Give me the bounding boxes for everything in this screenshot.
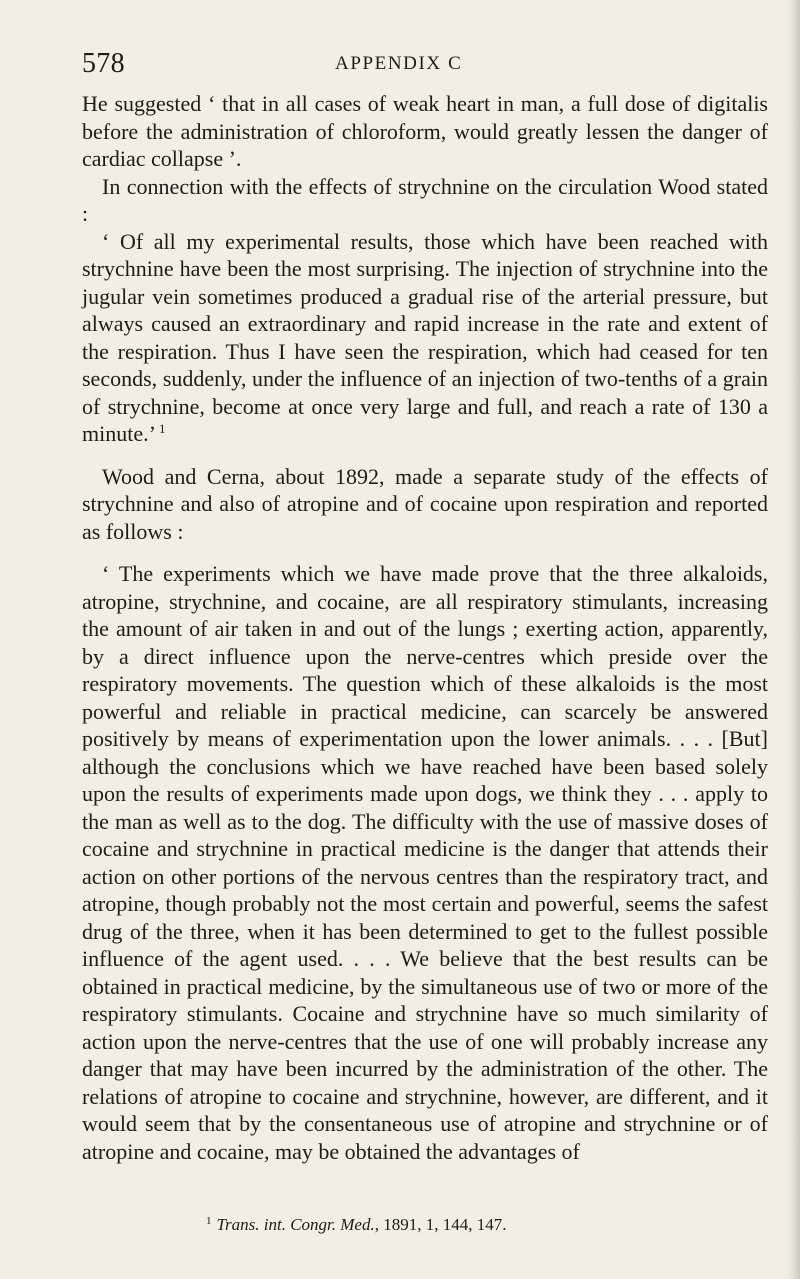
quote-wood-cerna: ‘ The experiments which we have made prove that the three alkaloids, atropine, strychnine, and cocaine, are all respiratory stimulants, increasing the amount of air taken in and out of the lungs ; exerting action, apparently, by a direct influence upon the nerve-centres which preside over the respiratory movements. The question which of these alkaloids is the most powerful and reliable in practical medicine, can scarcely be answered positively by means of experimentation upon the lower animals. . . . [But] although the conclusions which we have reached have been based solely upon the results of experiments made upon dogs, we think they . . . apply to the man as well as to the dog. The difficulty with the use of massive doses of cocaine and strychnine in practical medicine is the danger that attends their action on other portions of the nervous centres than the respiratory tract, and atropine, though probably not the most certain and powerful, seems the safest drug of the three, when it has been determined to get to the fullest possible influence of the agent used. . . . We believe that the best results can be obtained in practical medicine, by the simultaneous use of two or more of the respiratory stimulants. Cocaine and strychnine have so much similarity of action upon the nerve-centres that the use of one will probably increase any danger that may have been incurred by the administration of the other. The relations of atropine to cocaine and strychnine, however, are different, and it would seem that by the consentaneous use of atropine and strychnine or of atropine and cocaine, may be obtained the advantages of: [82, 561, 768, 1164]
body-text: [82, 90, 768, 1165]
paragraph-1: He suggested ‘ that in all cases of weak heart in man, a full dose of digitalis before the administration of chloroform, would greatly lessen the danger of cardiac collapse ’.: [82, 91, 768, 171]
footnote: [206, 1213, 686, 1237]
paragraph-4: Wood and Cerna, about 1892, made a separate study of the effects of strychnine and also of atropine and of cocaine upon respiration and reported as follows :: [82, 463, 768, 544]
footnote-source: Trans. int. Congr. Med.: [216, 1215, 375, 1234]
footnote-reference: 1: [158, 421, 166, 436]
quote-wood: [82, 228, 768, 448]
page-number: 578: [82, 48, 125, 79]
footnote-marker: 1: [206, 1215, 212, 1227]
page-edge-shadow: [788, 0, 800, 1279]
page-header: [82, 44, 682, 84]
quote-wood-text: ‘ Of all my experimental results, those which have been reached with strychnine have been the most surprising. The injection of strychnine into the jugular vein sometimes produced a gradual rise of the arterial pressure, but always caused an extraordinary and rapid increase in the rate and extent of the respiration. Thus I have seen the respiration, which had ceased for ten seconds, suddenly, under the influence of an injection of two-tenths of a grain of strychnine, become at once very large and full, and reach a rate of 130 a minute.’: [82, 228, 768, 446]
paragraph-2: In connection with the effects of strychnine on the circulation Wood stated :: [82, 173, 768, 226]
footnote-details: , 1891, 1, 144, 147.: [374, 1215, 507, 1234]
running-head: APPENDIX C: [335, 53, 463, 74]
